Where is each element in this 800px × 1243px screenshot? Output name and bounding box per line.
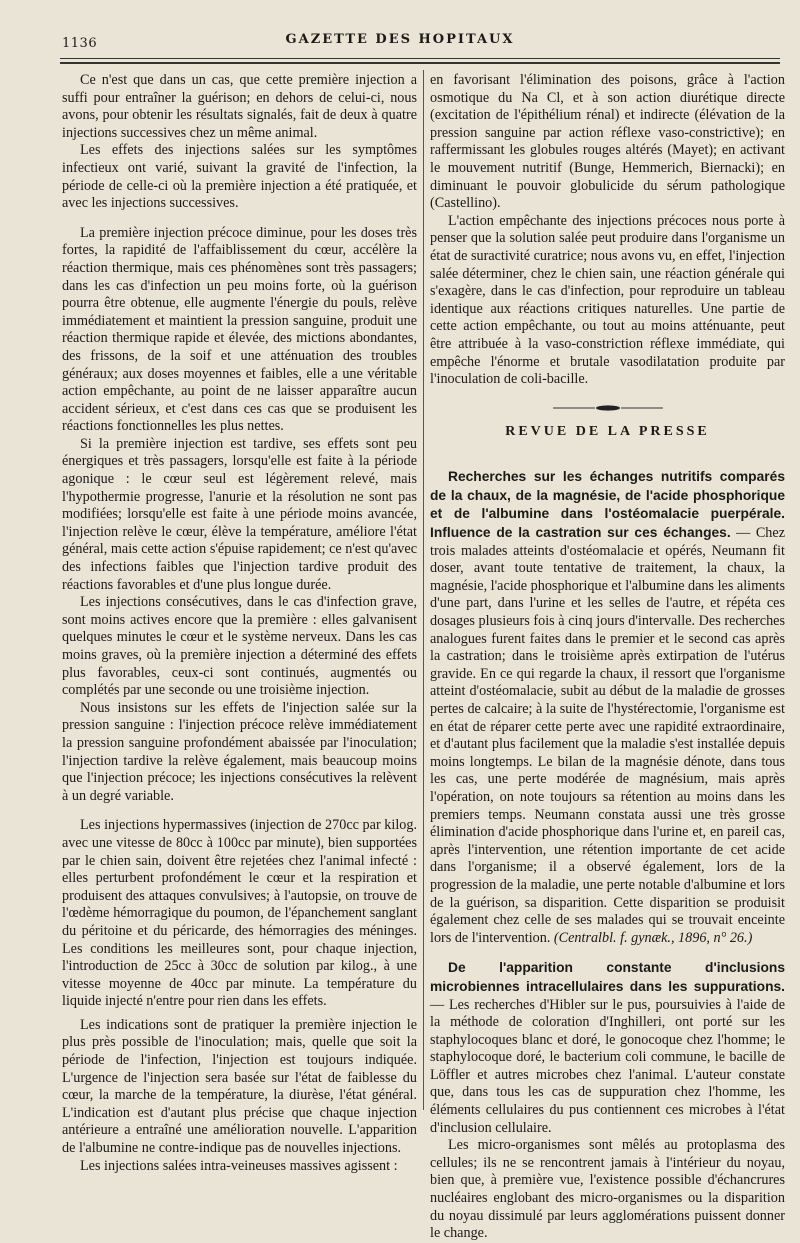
ornament-divider [553, 403, 663, 413]
paragraph: en favorisant l'élimination des poisons, grâce à l'action osmotique du Na Cl, et à son action diurétique directe (excitation de l'épithélium rénal) et indirecte (élévation de la pression sanguine par action réflexe vaso-constrictive); en raffermissant les globules rouges altérés (Mayet); en activant le mouvement nutritif (Bunge, Hemmerich, Biernacki); en diminuant le pouvoir globulicide du sérum pathologique (Castellino). [430, 72, 785, 212]
section-title: REVUE DE LA PRESSE [505, 423, 710, 439]
paragraph: Les injections hypermassives (injection de 270cc par kilog. avec une vitesse de 80cc à 100cc par minute), bien supportées par le chien sain, doivent être rejetées chez l'animal infecté : elles perturbent profondément le cœur et la respiration et produisent des attaques convulsives; à l'autopsie, on trouve de l'œdème hémorragique du poumon, de l'épanchement sanglant du péritoine et du péricarde, des hémorragies des méninges. Les conditions les meilleures sont, pour chaque injection, l'introduction de 25cc à 30cc de solution par kilog., à une vitesse moyenne de 40cc par minute. La température du liquide injecté n'entre pour rien dans les effets. [62, 817, 417, 1010]
article-body: — Les recherches d'Hibler sur le pus, poursuivies à l'aide de la méthode de coloration d'Inghilleri, ont porté sur les staphylocoques blanc et doré, le gonocoque chez l'homme; le staphylocoque doré, le bacterium coli commune, le bacille de Löffler et autres microbes chez l'animal. L'auteur constate que, dans tous les cas de suppuration chez l'homme, les éléments cellulaires du pus contiennent ces microbes à l'état d'inclusion cellulaire. [430, 996, 785, 1136]
right-column [430, 72, 785, 1243]
paragraph: Les indications sont de pratiquer la première injection le plus près possible de l'inoculation; mais, quelle que soit la période de l'infection, l'injection est toujours indiquée. L'urgence de l'injection sera basée sur l'état de faiblesse du cœur, la marche de la température, la diurèse, l'état général. L'indication est d'autant plus précise que chaque injection antérieure a entraîné une amélioration nouvelle. L'apparition de l'albumine ne contre-indique pas de nouvelles injections. [62, 1016, 417, 1157]
paragraph: Les micro-organismes sont mêlés au protoplasma des cellules; ils ne se rencontrent jamais à l'intérieur du noyau, bien que, à première vue, l'existence possible d'échancrures nucléaires englobant des micro-organismes ou la disparition du noyau dissimulé par leurs agglomérations puissent donner le change. [430, 1137, 785, 1242]
paragraph: Les effets des injections salées sur les symptômes infectieux ont varié, suivant la gravité de l'infection, la période de celle-ci où la première injection a été pratiquée, et avec les injections successives. [62, 142, 417, 212]
paragraph: L'action empêchante des injections précoces nous porte à penser que la solution salée peut produire dans l'organisme un état de suractivité curatrice; nous avons vu, en effet, l'injection salée déterminer, chez le chien sain, une réaction générale qui s'exagère, dans le cas d'infection, pour reproduire un tableau identique aux réactions critiques naturelles. Une partie de cette action empêchante, ou tout au moins atténuante, peut être attribuée à la vaso-constriction réflexe immédiate, qui empêche l'énorme et brutale vasodilatation produite par l'inoculation de coli-bacille. [430, 212, 785, 388]
left-column [62, 72, 417, 1175]
paragraph: Ce n'est que dans un cas, que cette première injection a suffi pour entraîner la guérison; en dehors de celui-ci, nous avons, pour obtenir les résultats signalés, fait de deux à quatre injections successives chez un même animal. [62, 72, 417, 141]
article-paragraph [430, 468, 785, 947]
column-divider [423, 70, 424, 1110]
article-title: De l'apparition constante d'inclusions microbiennes intracellulaires dans les suppurations. [430, 960, 785, 994]
journal-title: GAZETTE DES HOPITAUX [285, 32, 515, 47]
paragraph: Nous insistons sur les effets de l'injection salée sur la pression sanguine : l'injection précoce relève immédiatement la pression sanguine profondément abaissée par l'inoculation; l'injection tardive la relève également, mais beaucoup moins que l'injection précoce; les injections consécutives la relèvent à un degré variable. [62, 699, 417, 804]
paragraph: La première injection précoce diminue, pour les doses très fortes, la rapidité de l'affaiblissement du cœur, accélère la réaction thermique, mais ces phénomènes sont très passagers; dans les cas d'infection un peu moins forte, où la guérison pourra être obtenue, elle augmente l'énergie du pouls, relève immédiatement et maintient la pression sanguine, produit une réaction thermique rapide et élevée, des mictions abondantes, des frissons, de la soif et une atténuation des troubles généraux; aux doses moyennes et faibles, elle a une véritable action empêchante, au point de ne laisser apparaître aucun accident sérieux, et c'est dans ces cas que se produisent les réactions fonctionnelles les plus nettes. [62, 224, 417, 435]
page-number: 1136 [62, 36, 98, 51]
paragraph: Les injections salées intra-veineuses massives agissent : [80, 1157, 398, 1174]
article-reference: (Centralbl. f. gynæk., 1896, n° 26.) [553, 929, 753, 946]
article-title: Recherches sur les échanges nutritifs comparés de la chaux, de la magnésie, de l'acide phosphorique et de l'albumine dans l'ostéomalacie puerpérale. Influence de la castration sur ces échanges. [430, 469, 785, 541]
paragraph: Les injections consécutives, dans le cas d'infection grave, sont moins actives encore que la première : elles galvanisent quelques minutes le cœur et le système nerveux. Dans les cas moins graves, où la première injection a déterminé des effets plus favorables, ceux-ci sont continués, augmentés ou complétés par une seconde ou une troisième injection. [62, 594, 417, 699]
article-body: — Chez trois malades atteints d'ostéomalacie et opérés, Neumann fit doser, avant toute tentative de traitement, la chaux, la magnésie, l'acide phosphorique et l'albumine dans les aliments d'une part, dans l'urine et les selles de l'autre, et répéta ces dosages plusieurs fois à cinq jours d'intervalle. Des recherches analogues furent faites dans le premier et le second cas après la castration; dans le troisième après extirpation de l'utérus gravide. En ce qui regarde la chaux, il ressort que l'organisme atteint d'ostéomalacie, subit au début de la maladie de grosses pertes de calcaire; à la suite de l'hystérectomie, l'organisme est en état de réparer cette perte avec une rapidité extraordinaire, et d'autant plus facilement que la maladie s'est installée depuis moins longtemps. Le bilan de la magnésie dénote, dans tous les cas, une perte modérée de magnésium, mais après l'opération, on note toujours sa rétention au moins dans les premiers temps. Neumann constata aussi une très grosse élimination d'acide phosphorique dans l'urine et, en pareil cas, après l'intervention, une rétention importante de cet acide dans l'organisme; il a observé également, lors de la progression de la maladie, une perte notable d'albumine et lors de la guérison, sa disparition. Cette disparition se produisit également chez celle de ses malades qui se trouvait enceinte lors de l'intervention. [430, 525, 785, 946]
header-rule-thick [60, 62, 780, 64]
paragraph: Si la première injection est tardive, ses effets sont peu énergiques et très passagers, lorsqu'elle est faite à la période agonique : le cœur seul est légèrement relevé, mais l'hypothermie progresse, l'anurie et la résolution ne sont pas modifiées; lorsqu'elle est faite à une période moins avancée, l'injection relève le cœur, élève la température, améliore l'état général, mais cette action s'épuise rapidement; ce n'est qu'avec des infections faibles que l'injection tardive produit des réactions favorables et d'une plus longue durée. [62, 435, 417, 593]
article-paragraph [430, 959, 785, 1137]
header-rule [60, 58, 780, 59]
